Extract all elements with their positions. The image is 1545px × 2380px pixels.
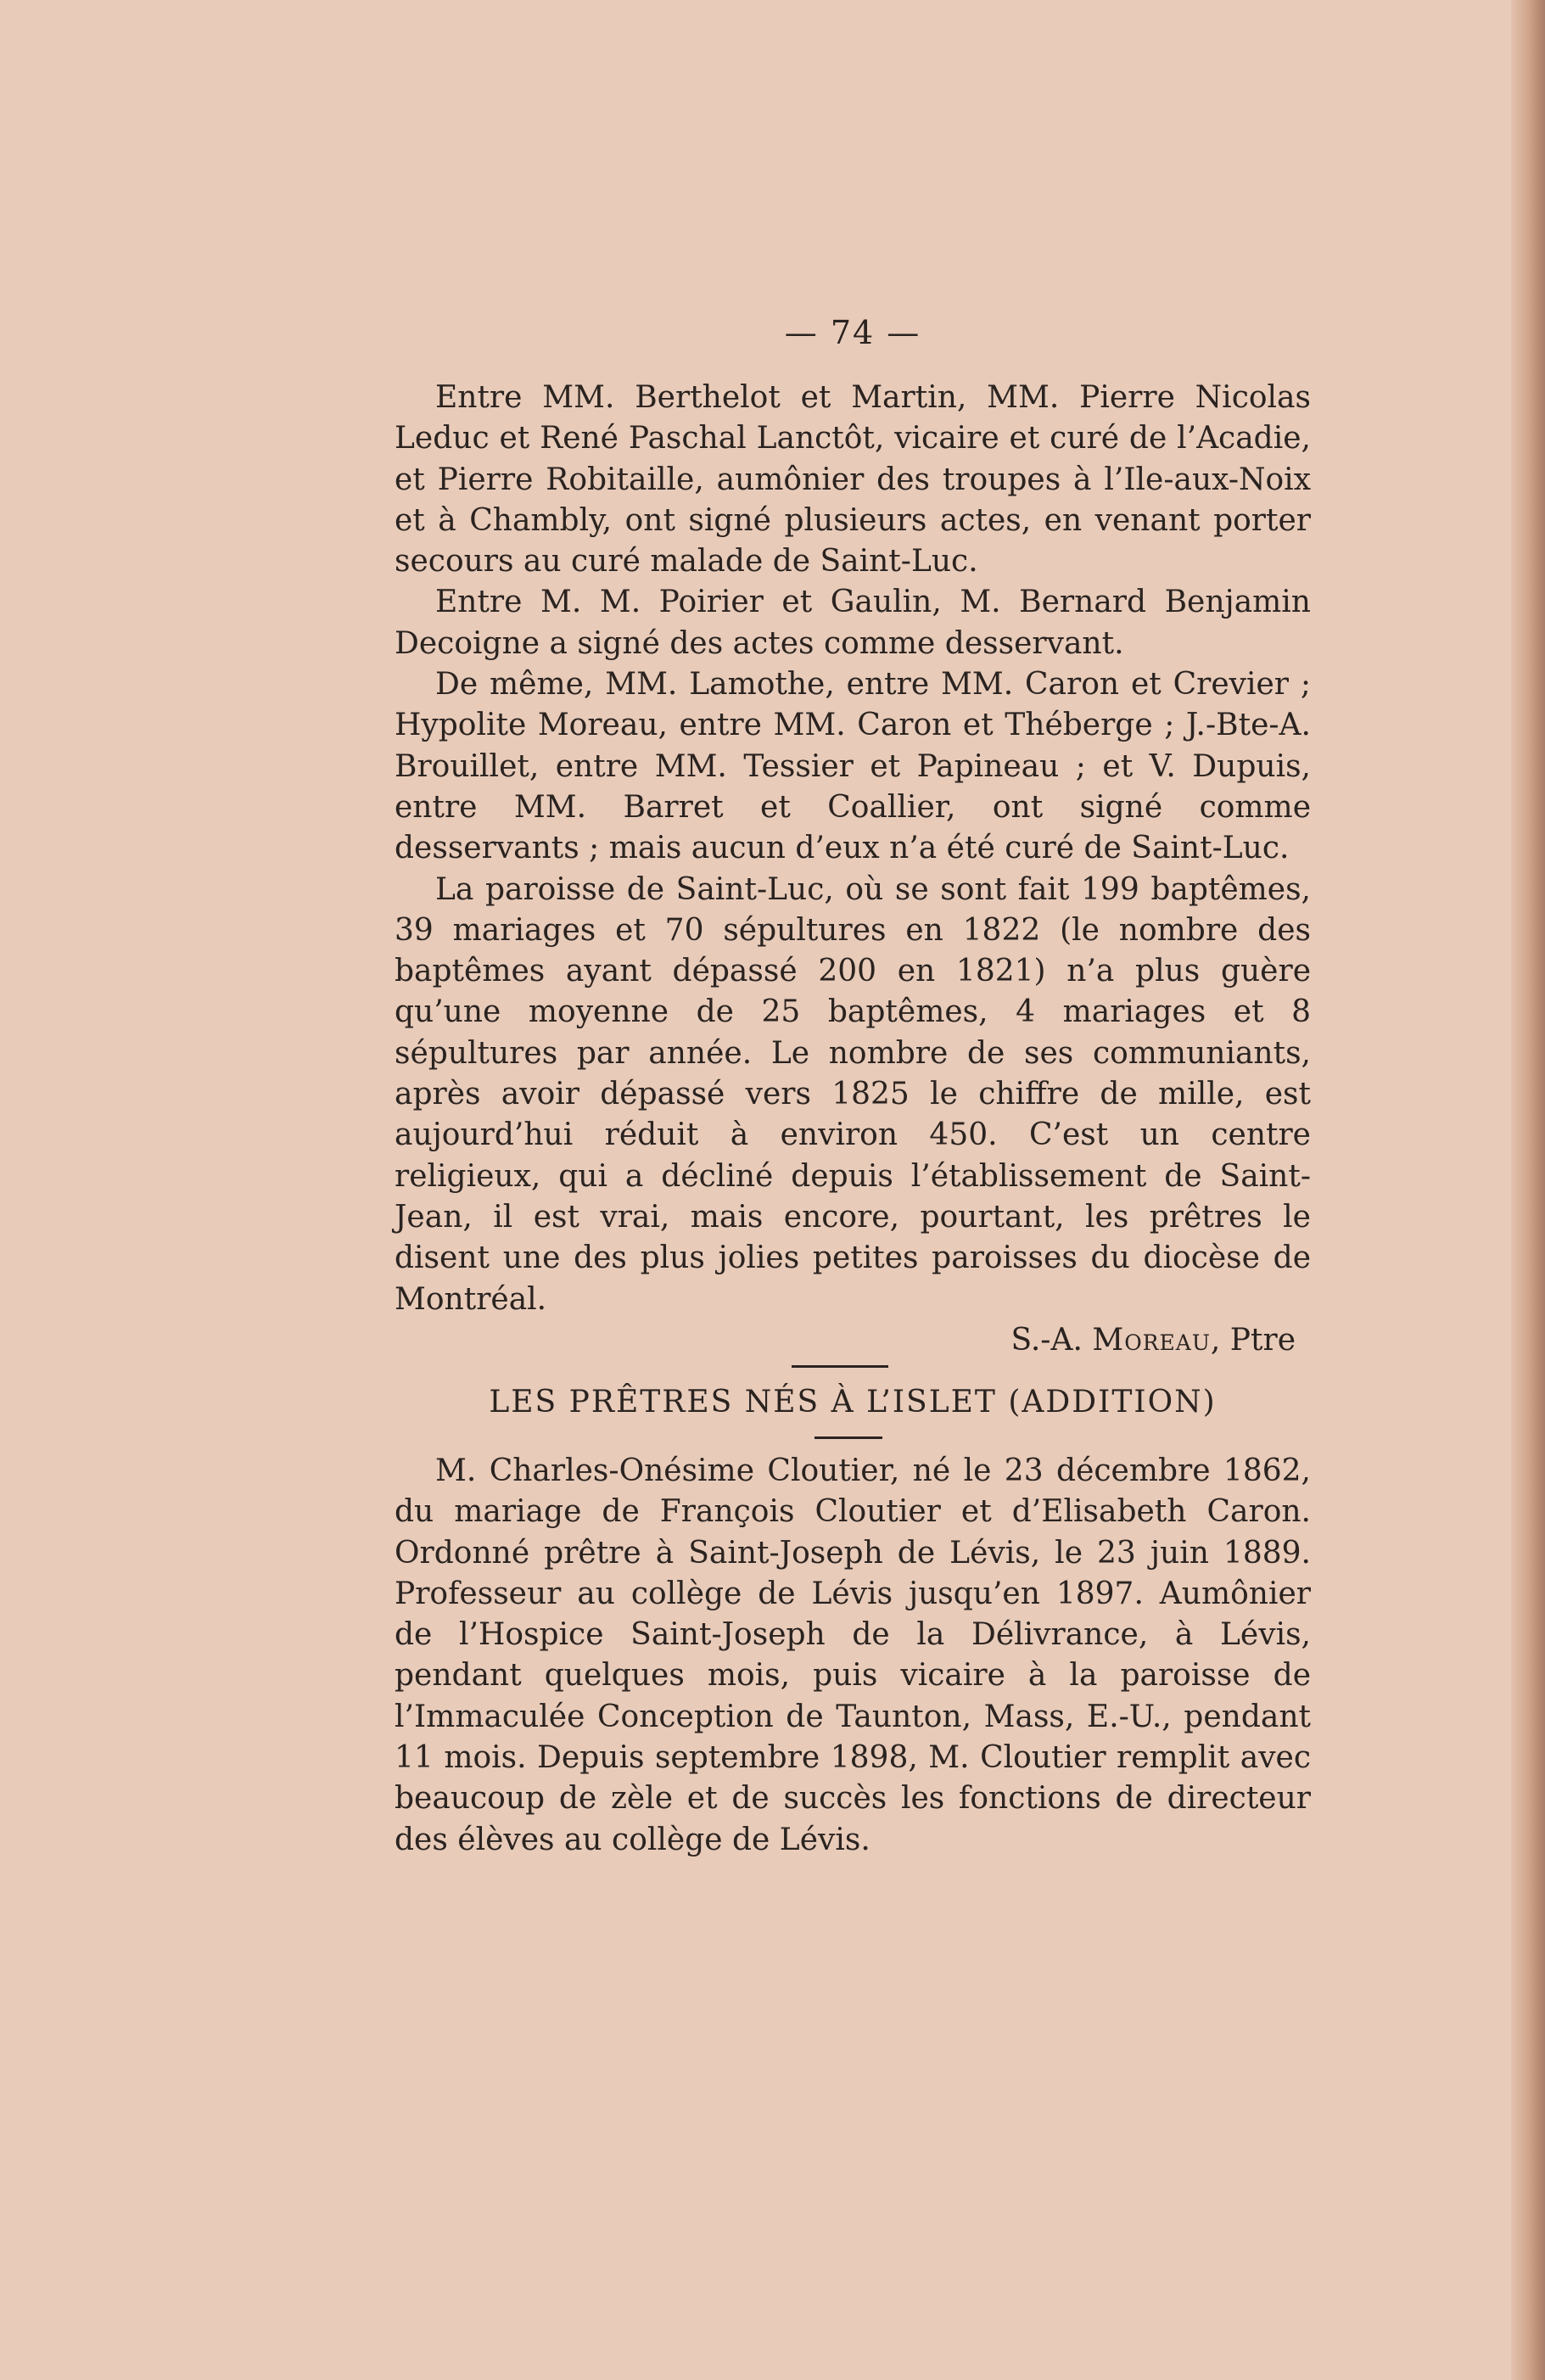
section-text [395,1451,1311,1861]
paragraph-berthelot: Entre MM. Berthelot et Martin, MM. Pierre Nicolas Leduc et René Paschal Lanctôt, vicaire et curé de l’Acadie, et Pierre Robitaille, aumônier des troupes à l’Ile-aux-Noix et à Chambly, ont signé plusieurs actes, en venant porter secours au curé malade de Saint-Luc. [395,380,1311,580]
signature-suffix: , Ptre [1210,1322,1296,1358]
signature-name: Moreau [1092,1322,1211,1358]
page-number: — 74 — [784,314,921,351]
signature-prefix: S.-A. [1010,1322,1093,1358]
paragraph-lamothe: De même, MM. Lamothe, entre MM. Caron et Crevier ; Hypolite Moreau, entre MM. Caron et Théberge ; J.-Bte-A. Brouillet, entre MM. Tessier et Papineau ; et V. Dupuis, entre MM. Barret et Coallier, ont signé comme desservants ; mais aucun d’eux n’a été curé de Saint-Luc. [395,667,1311,866]
divider-rule-bottom [814,1436,882,1439]
paragraph-paroisse: La paroisse de Saint-Luc, où se sont fait 199 baptêmes, 39 mariages et 70 sépultures en 1822 (le nombre des baptêmes ayant dépassé 200 en 1821) n’a plus guère qu’une moyenne de 25 baptêmes, 4 mariages et 8 sépultures par année. Le nombre de ses communiants, après avoir dépassé vers 1825 le chiffre de mille, est aujourd’hui réduit à environ 450. C’est un centre religieux, qui a décliné depuis l’établissement de Saint-Jean, il est vrai, mais encore, pourtant, les prêtres le disent une des plus jolies petites paroisses du diocèse de Montréal. [395,871,1311,1317]
section-title: LES PRÊTRES NÉS À L’ISLET (ADDITION) [489,1385,1217,1420]
signature [395,1320,1311,1361]
paragraph-cloutier: M. Charles-Onésime Cloutier, né le 23 décembre 1862, du mariage de François Cloutier et d’Elisabeth Caron. Ordonné prêtre à Saint-Joseph de Lévis, le 23 juin 1889. Professeur au collège de Lévis jusqu’en 1897. Aumônier de l’Hospice Saint-Joseph de la Délivrance, à Lévis, pendant quelques mois, puis vicaire à la paroisse de l’Immaculée Conception de Taunton, Mass, E.-U., pendant 11 mois. Depuis septembre 1898, M. Cloutier remplit avec beaucoup de zèle et de succès les fonctions de directeur des élèves au collège de Lévis. [395,1453,1311,1857]
body-text [395,378,1311,1361]
paragraph-poirier: Entre M. M. Poirier et Gaulin, M. Bernard Benjamin Decoigne a signé des actes comme desservant. [395,585,1311,661]
page-edge-shadow [1511,0,1545,2380]
divider-rule-top [792,1365,888,1368]
